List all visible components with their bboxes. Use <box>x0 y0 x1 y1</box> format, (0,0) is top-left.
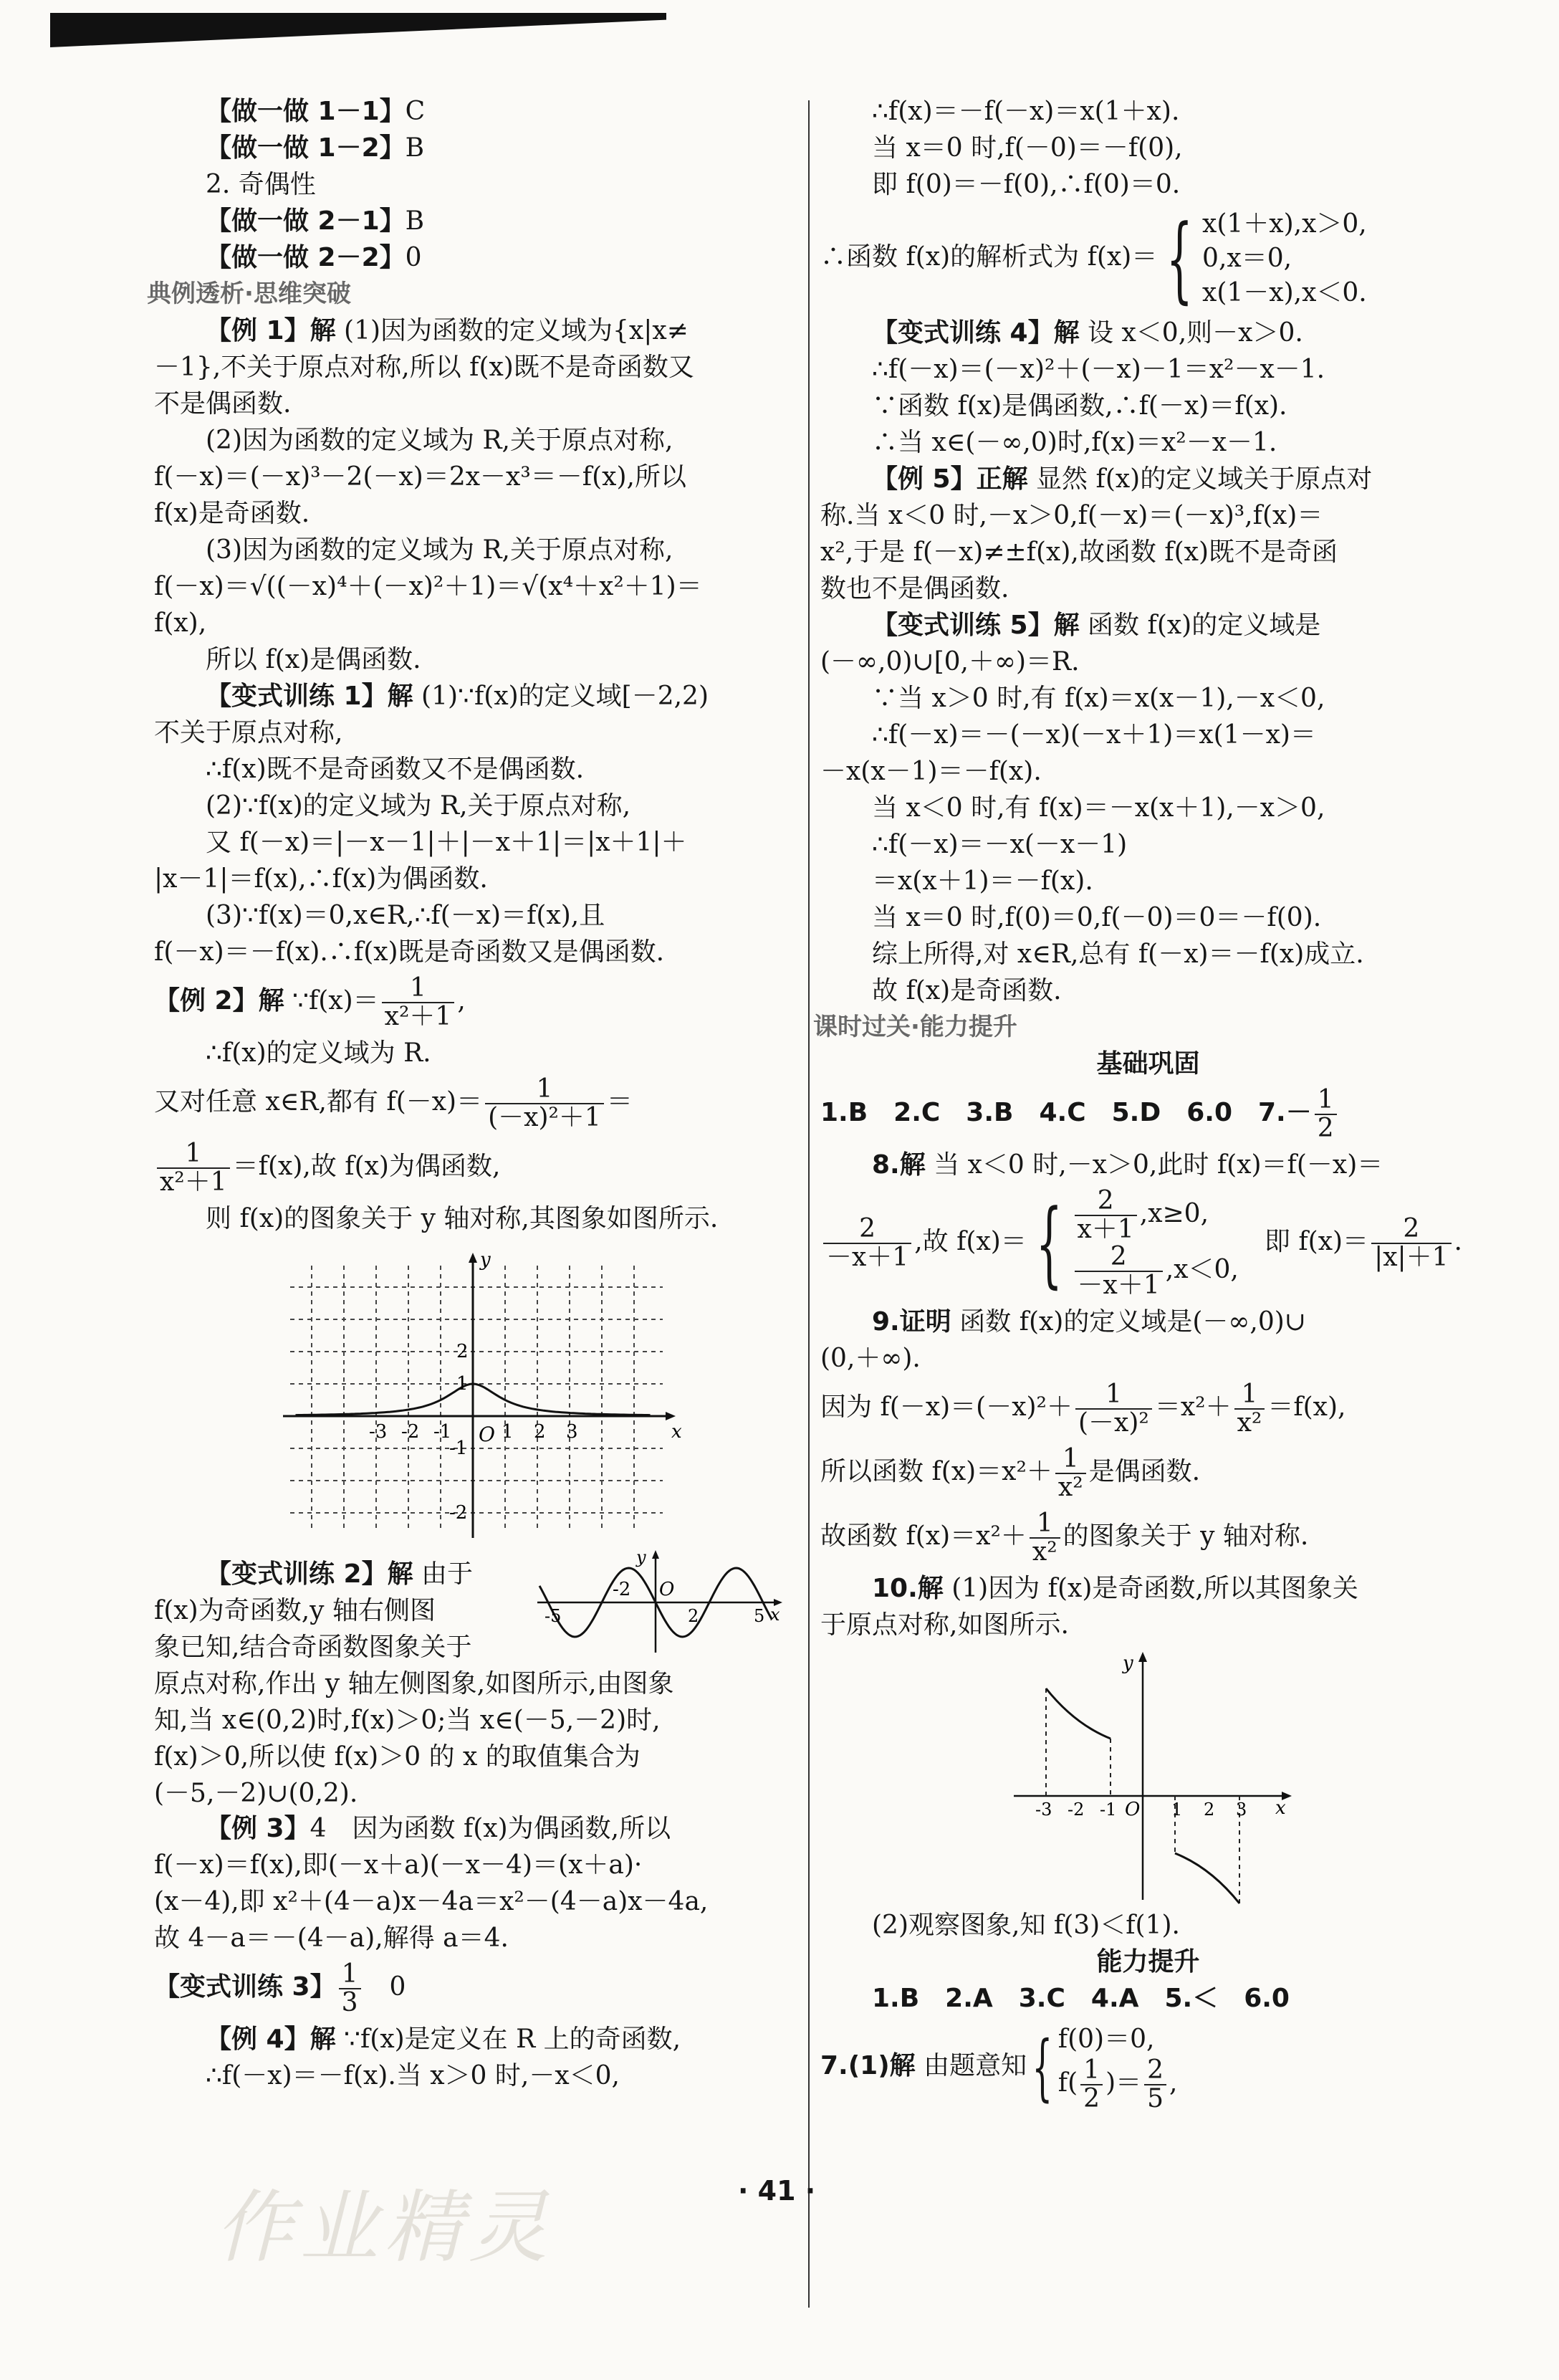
fraction: $\frac{1}{3}$ <box>339 1961 361 2017</box>
fraction: $\frac{2}{-x+1}$ <box>1075 1243 1163 1299</box>
text-line: (3)因为函数的定义域为 R,关于原点对称, <box>206 535 673 565</box>
text-line: 【变式训练 5】解 函数 f(x)的定义域是 <box>872 611 1321 640</box>
text-line: 【做一做 2－2】0 <box>206 243 422 272</box>
watermark-text: 作业精灵 <box>215 2181 553 2273</box>
graph3-x-tick: 1 <box>1171 1800 1183 1820</box>
text-line: 【例 3】4 因为函数 f(x)为偶函数,所以 <box>206 1814 671 1843</box>
text-line: ∴f(－x)＝－x(－x－1) <box>872 830 1128 859</box>
text-line: 当 x＝0 时,f(－0)＝－f(0), <box>872 133 1183 163</box>
text-line: (－∞,0)∪[0,＋∞)＝R. <box>820 647 1080 677</box>
text-line: f(x)为奇函数,y 轴右侧图 <box>154 1596 436 1625</box>
fraction: $\frac{1}{2}$ <box>1080 2057 1103 2113</box>
graph2-x-tick: 5 <box>754 1606 765 1626</box>
text-line: ∴f(x)＝－f(－x)＝x(1＋x). <box>872 97 1180 126</box>
text-line: 不关于原点对称, <box>154 718 343 747</box>
text-line: 7.(1)解 由题意知{ f(0)＝0, f( $\frac{1}{2}$ )＝ $\frac{2}{5}$ , <box>820 2017 1476 2118</box>
graph1-y-label: y <box>480 1249 491 1271</box>
graph3-y-label: y <box>1123 1653 1133 1674</box>
section-heading: 典例透析·思维突破 <box>147 279 351 308</box>
text-line: 【变式训练 4】解 设 x＜0,则－x＞0. <box>872 318 1303 348</box>
text-line: 【做一做 2－1】B <box>206 206 425 236</box>
fraction: $\frac{2}{5}$ <box>1144 2057 1166 2113</box>
graph2-y-label: y <box>636 1549 646 1567</box>
graph3-right-branch <box>1175 1853 1239 1903</box>
text-line: 综上所得,对 x∈R,总有 f(－x)＝－f(x)成立. <box>872 940 1364 969</box>
fraction: $\frac{2}{|x|+1}$ <box>1371 1215 1451 1271</box>
text-line: 当 x＜0 时,有 f(x)＝－x(x＋1),－x＞0, <box>872 793 1325 823</box>
text-line: ∴当 x∈(－∞,0)时,f(x)＝x²－x－1. <box>872 428 1277 457</box>
text-line: 【做一做 1－2】B <box>206 133 425 163</box>
graph2-x-tick: -5 <box>545 1606 562 1626</box>
text-line: 即 f(0)＝－f(0),∴f(0)＝0. <box>872 170 1181 199</box>
graph-odd-function-wave <box>530 1549 788 1656</box>
graph3-left-branch <box>1046 1688 1111 1739</box>
text-line: (3)∵f(x)＝0,x∈R,∴f(－x)＝f(x),且 <box>206 901 605 930</box>
graph3-x-label: x <box>1275 1797 1286 1819</box>
text-line: 故 f(x)是奇函数. <box>872 976 1062 1005</box>
exercise-2-block <box>154 1549 788 1810</box>
fraction: $\frac{1}{\text{x²}}$ <box>1055 1445 1086 1501</box>
text-line: 8.解 当 x＜0 时,－x＞0,此时 f(x)＝f(－x)＝ <box>872 1150 1383 1180</box>
graph1-x-tick: 2 <box>534 1421 546 1443</box>
text-line: 数也不是偶函数. <box>820 574 1009 603</box>
graph3-x-tick: 2 <box>1204 1800 1215 1820</box>
text-line: (2)因为函数的定义域为 R,关于原点对称, <box>206 426 673 455</box>
graph1-x-tick: 1 <box>502 1421 514 1443</box>
text-line: 象已知,结合奇函数图象关于 <box>154 1633 472 1662</box>
text-line: 不是偶函数. <box>154 389 292 419</box>
text-line: 又 f(－x)＝|－x－1|＋|－x＋1|＝|x＋1|＋ <box>206 828 687 857</box>
graph2-origin: O <box>659 1579 675 1600</box>
text-line: f(x)是奇函数. <box>154 499 310 528</box>
text-line: 【做一做 1－1】C <box>206 97 426 126</box>
text-line: f(－x)＝f(x),即(－x＋a)(－x－4)＝(x＋a)· <box>154 1850 643 1880</box>
text-line: 故函数 f(x)＝x²＋ $\frac{1}{\text{x²}}$ 的图象关于 y 轴对称. <box>820 1509 1309 1567</box>
text-line: 故 4－a＝－(4－a),解得 a＝4. <box>154 1923 509 1953</box>
fraction: $\frac{2}{-x+1}$ <box>823 1215 911 1271</box>
fraction: $\frac{2}{x+1}$ <box>1075 1187 1137 1243</box>
text-line: 【例 1】解 (1)因为函数的定义域为{x|x≠ <box>206 316 689 345</box>
brace: { <box>1035 1189 1062 1298</box>
graph1-y-tick: 2 <box>456 1341 469 1362</box>
text-line: x²,于是 f(－x)≠±f(x),故函数 f(x)既不是奇函 <box>820 537 1338 567</box>
text-line: ∴f(－x)＝(－x)²＋(－x)－1＝x²－x－1. <box>872 355 1325 384</box>
fraction: $\frac{1}{\text{(－x)²＋1}}$ <box>485 1076 604 1132</box>
fraction: $\frac{1}{\text{(－x)²}}$ <box>1075 1381 1152 1437</box>
fraction: $\frac{1}{\text{x²＋1}}$ <box>382 975 455 1031</box>
page-number: · 41 · <box>738 2175 816 2207</box>
text-line: －1},不关于原点对称,所以 f(x)既不是奇函数又 <box>154 353 694 382</box>
top-black-bar <box>50 13 666 47</box>
piecewise-cases: x(1＋x),x＞0, 0,x＝0, x(1－x),x＜0. <box>1202 209 1367 307</box>
text-line: $\frac{1}{\text{x²＋1}}$ ＝f(x),故 f(x)为偶函数, <box>154 1136 788 1200</box>
text-line: 知,当 x∈(0,2)时,f(x)＞0;当 x∈(－5,－2)时, <box>154 1706 661 1735</box>
text-line: (x－4),即 x²＋(4－a)x－4a＝x²－(4－a)x－4a, <box>154 1887 709 1916</box>
graph1-x-tick: -3 <box>369 1421 388 1443</box>
text-line: 所以 f(x)是偶函数. <box>206 645 421 674</box>
text-line: 原点对称,作出 y 轴左侧图象,如图所示,由图象 <box>154 1669 674 1698</box>
graph-odd-piecewise <box>999 1649 1300 1907</box>
text-line: f(x)＞0,所以使 f(x)＞0 的 x 的取值集合为 <box>154 1742 641 1772</box>
text-line: (2)观察图象,知 f(3)＜f(1). <box>872 1911 1180 1940</box>
column-divider <box>808 100 810 2308</box>
text-line: |x－1|＝f(x),∴f(x)为偶函数. <box>154 864 488 894</box>
text-line: 【例 5】正解 显然 f(x)的定义域关于原点对 <box>872 464 1373 494</box>
graph2-x-tick: -2 <box>613 1579 631 1600</box>
text-line: 【例 2】解 ∵f(x)＝ $\frac{1}{\text{x²＋1}}$ , <box>154 973 466 1031</box>
text-line: f(－x)＝(－x)³－2(－x)＝2x－x³＝－f(x),所以 <box>154 462 686 492</box>
text-line: f(－x)＝√((－x)⁴＋(－x)²＋1)＝√(x⁴＋x²＋1)＝ <box>154 572 702 601</box>
text-line: $\frac{2}{-x+1}$ ,故 f(x)＝{ $\frac{2}{x+1}$ ,x≥0, $\frac{2}{-x+1}$ ,x＜0, 即 f(x)＝ $\frac{2}{|x|+1}$ . <box>820 1183 1476 1304</box>
fraction: $\frac{1}{2}$ <box>1315 1086 1337 1142</box>
text-line: (0,＋∞). <box>820 1344 921 1373</box>
graph2-x-label: x <box>770 1605 780 1625</box>
text-line: 称.当 x＜0 时,－x＞0,f(－x)＝(－x)³,f(x)＝ <box>820 501 1323 530</box>
graph1-y-tick: -1 <box>449 1438 468 1459</box>
graph3-origin: O <box>1125 1799 1141 1820</box>
graph1-x-label: x <box>671 1421 682 1443</box>
text-line: 【变式训练 1】解 (1)∵f(x)的定义域[－2,2) <box>206 682 709 711</box>
piecewise-cases: f(0)＝0, f( $\frac{1}{2}$ )＝ $\frac{2}{5}$ , <box>1057 2025 1178 2113</box>
fraction: $\frac{1}{\text{x²}}$ <box>1234 1381 1265 1437</box>
left-column <box>147 93 788 2094</box>
text-line: 【变式训练 3】 $\frac{1}{3}$ 0 <box>154 1959 406 2017</box>
text-line: 10.解 (1)因为 f(x)是奇函数,所以其图象关 <box>872 1574 1358 1603</box>
graph2-x-tick: 2 <box>688 1606 699 1626</box>
brace: { <box>1166 204 1194 313</box>
text-line: ∴f(x)既不是奇函数又不是偶函数. <box>206 755 585 784</box>
text-line: ∴f(x)的定义域为 R. <box>206 1038 431 1068</box>
graph1-origin: O <box>479 1423 495 1446</box>
right-column <box>813 93 1476 2118</box>
answer-line: 1.B 2.A 3.C 4.A 5.＜ 6.0 <box>872 1984 1290 2013</box>
text-line: 9.证明 函数 f(x)的定义域是(－∞,0)∪ <box>872 1307 1306 1337</box>
graph1-x-tick: -2 <box>401 1421 420 1443</box>
text-line: 【例 4】解 ∵f(x)是定义在 R 上的奇函数, <box>206 2025 681 2054</box>
text-line: ∵当 x＞0 时,有 f(x)＝x(x－1),－x＜0, <box>872 684 1325 713</box>
graph3-x-tick: -2 <box>1068 1800 1085 1820</box>
text-line: －x(x－1)＝－f(x). <box>820 757 1042 786</box>
text-line: (－5,－2)∪(0,2). <box>154 1779 358 1808</box>
text-line: 于原点对称,如图所示. <box>820 1610 1069 1640</box>
piecewise-cases: $\frac{2}{x+1}$ ,x≥0, $\frac{2}{-x+1}$ ,x＜0, <box>1072 1187 1239 1299</box>
graph-reciprocal-even-function <box>262 1244 706 1545</box>
text-line: ∵函数 f(x)是偶函数,∴f(－x)＝f(x). <box>872 391 1287 421</box>
graph1-x-tick: -1 <box>433 1421 452 1443</box>
fraction: $\frac{1}{\text{x²}}$ <box>1030 1510 1060 1566</box>
text-line: 又对任意 x∈R,都有 f(－x)＝ $\frac{1}{\text{(－x)²＋1}}$ ＝ <box>154 1074 633 1132</box>
text-line: f(x), <box>154 608 207 638</box>
answer-line: 1.B 2.C 3.B 4.C 5.D 6.0 7.－ $\frac{1}{2}$ <box>820 1082 1476 1147</box>
subsection-heading: 能力提升 <box>1096 1947 1200 1977</box>
text-line: 2. 奇偶性 <box>206 170 316 199</box>
text-line: 当 x＝0 时,f(0)＝0,f(－0)＝0＝－f(0). <box>872 903 1322 932</box>
text-line: f(－x)＝－f(x).∴f(x)既是奇函数又是偶函数. <box>154 937 665 967</box>
text-line: ∴函数 f(x)的解析式为 f(x)＝{ x(1＋x),x＞0, 0,x＝0, x(1－x),x＜0. <box>820 204 1367 313</box>
graph1-y-tick: 1 <box>456 1373 469 1395</box>
text-line: (2)∵f(x)的定义域为 R,关于原点对称, <box>206 791 631 821</box>
brace: { <box>1032 2025 1053 2109</box>
subsection-heading: 基础巩固 <box>1096 1049 1200 1079</box>
fraction: $\frac{1}{\text{x²＋1}}$ <box>157 1140 230 1196</box>
text-line: 【变式训练 2】解 由于 <box>206 1559 474 1589</box>
text-line: ∴f(－x)＝－f(x).当 x＞0 时,－x＜0, <box>206 2061 620 2090</box>
graph3-x-tick: -3 <box>1035 1800 1052 1820</box>
text-line: 所以函数 f(x)＝x²＋ $\frac{1}{\text{x²}}$ 是偶函数. <box>820 1444 1201 1502</box>
graph1-x-tick: 3 <box>566 1421 578 1443</box>
graph1-y-tick: -2 <box>449 1502 468 1524</box>
text-line: 因为 f(－x)＝(－x)²＋ $\frac{1}{\text{(－x)²}}$ ＝x²＋ $\frac{1}{\text{x²}}$ ＝f(x), <box>820 1380 1346 1438</box>
text-line: ∴f(－x)＝－(－x)(－x＋1)＝x(1－x)＝ <box>872 720 1316 750</box>
text-line: 则 f(x)的图象关于 y 轴对称,其图象如图所示. <box>206 1204 719 1233</box>
graph3-x-tick: -1 <box>1100 1800 1117 1820</box>
text-line: ＝x(x＋1)＝－f(x). <box>872 866 1093 896</box>
graph3-x-tick: 3 <box>1236 1800 1247 1820</box>
section-heading: 课时过关·能力提升 <box>813 1013 1017 1041</box>
